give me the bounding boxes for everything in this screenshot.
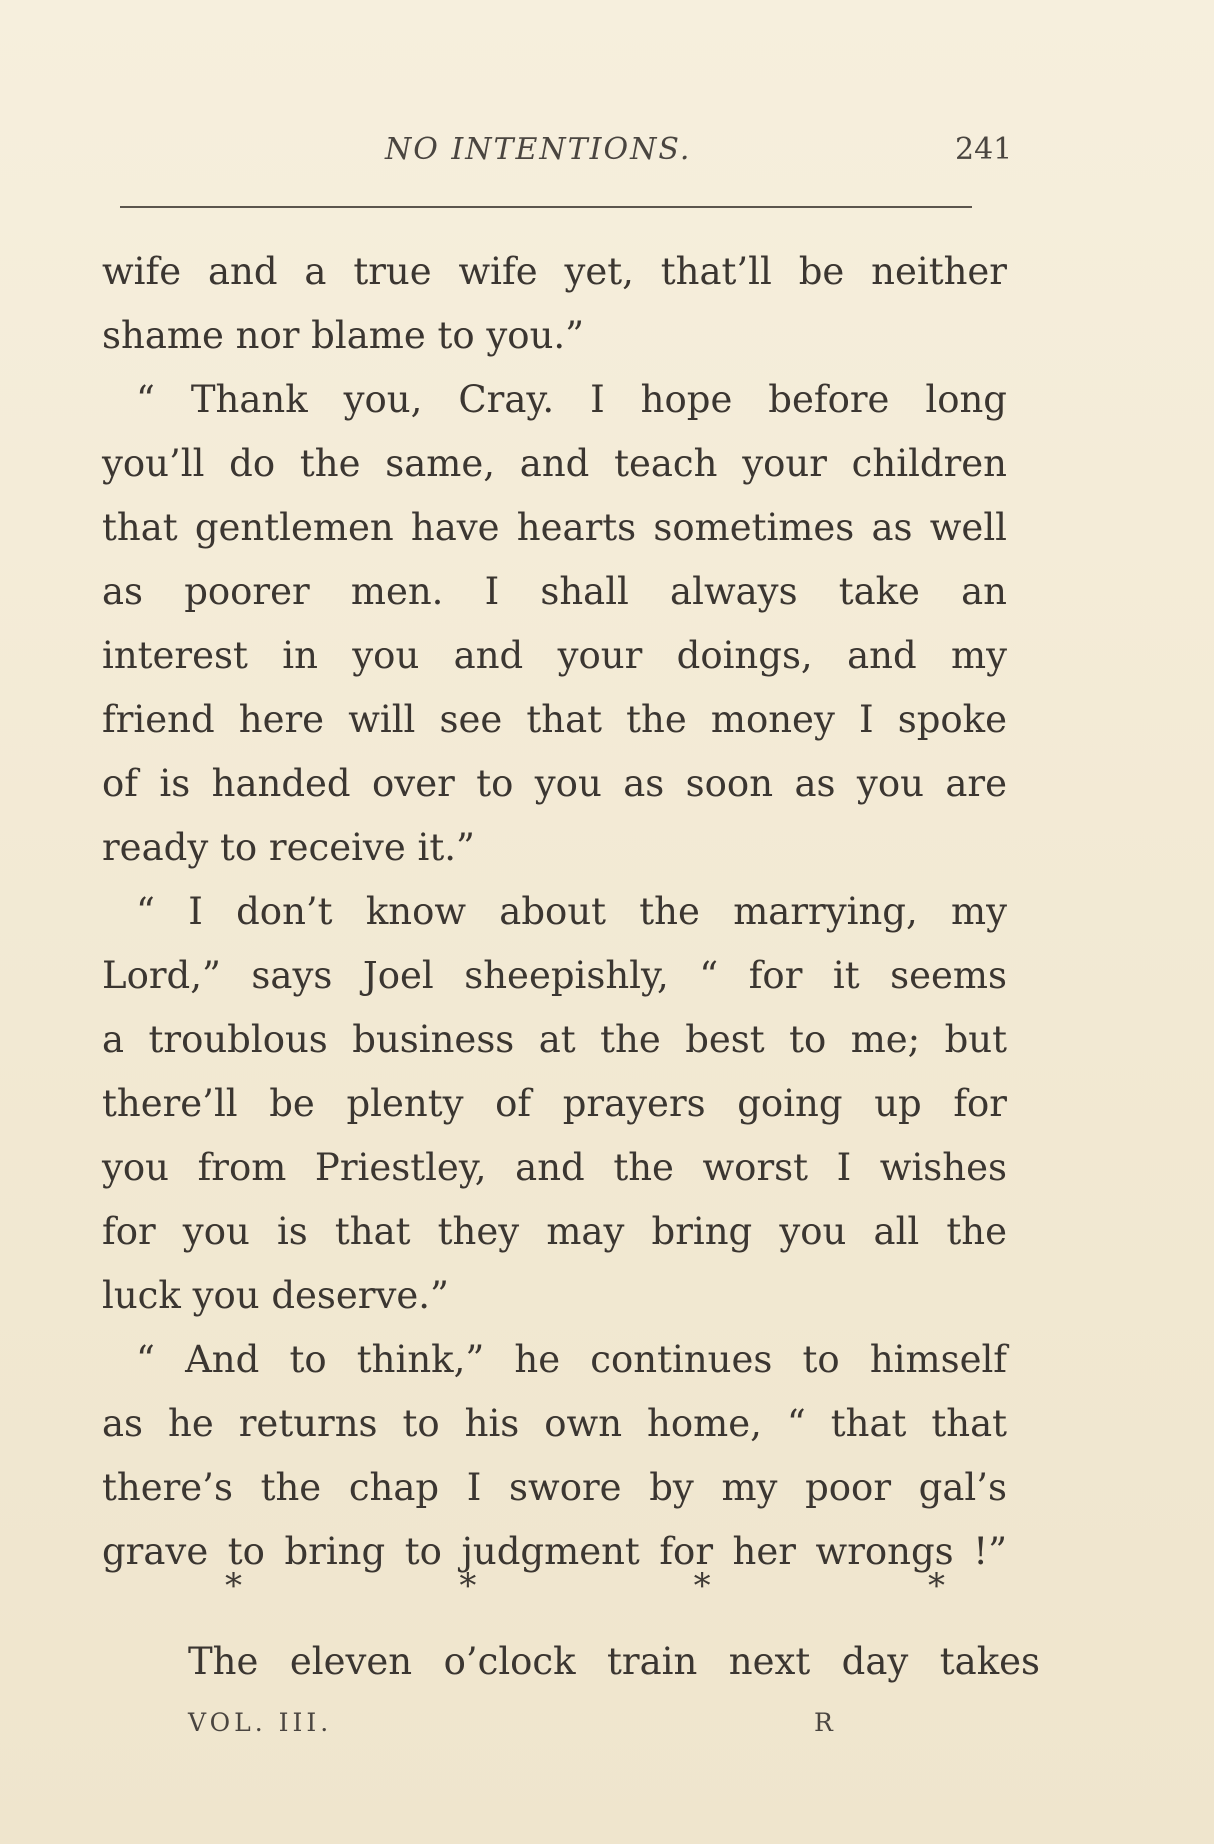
text-line: a troublous business at the best to me; but: [102, 1018, 1007, 1061]
asterisk: *: [927, 1566, 945, 1606]
header-rule: [120, 206, 972, 208]
text-line: wife and a true wife yet, that’ll be neither: [102, 250, 1007, 293]
text-line: “ And to think,” he continues to himself: [136, 1338, 1007, 1381]
running-title: NO INTENTIONS.: [385, 132, 692, 167]
volume-label: VOL. III.: [188, 1708, 333, 1737]
text-line: ready to receive it.”: [102, 826, 475, 869]
running-header: [120, 132, 1020, 176]
text-line: that gentlemen have hearts sometimes as well: [102, 506, 1007, 549]
text-line: as poorer men. I shall always take an: [102, 570, 1007, 613]
text-line: of is handed over to you as soon as you are: [102, 762, 1007, 805]
text-line: Lord,” says Joel sheepishly, “ for it seems: [102, 954, 1007, 997]
asterisk: *: [693, 1566, 711, 1606]
text-line: grave to bring to judgment for her wrongs !”: [102, 1530, 1007, 1573]
text-line: luck you deserve.”: [102, 1274, 449, 1317]
text-line: as he returns to his own home, “ that that: [102, 1402, 1007, 1445]
signature-mark: R: [814, 1708, 833, 1737]
text-line: there’ll be plenty of prayers going up for: [102, 1082, 1007, 1125]
text-line: there’s the chap I swore by my poor gal’s: [102, 1466, 1007, 1509]
text-line: you’ll do the same, and teach your children: [102, 442, 1007, 485]
asterisk: *: [459, 1566, 477, 1606]
text-line: friend here will see that the money I spoke: [102, 698, 1007, 741]
text-line: for you is that they may bring you all the: [102, 1210, 1007, 1253]
text-line-after-break: The eleven o’clock train next day takes: [188, 1640, 1040, 1683]
page-footer: [188, 1708, 888, 1748]
section-break-asterisks: [225, 1566, 945, 1606]
text-line: you from Priestley, and the worst I wishes: [102, 1146, 1007, 1189]
text-line: “ I don’t know about the marrying, my: [136, 890, 1007, 933]
text-line: “ Thank you, Cray. I hope before long: [136, 378, 1007, 421]
body-text: [102, 240, 1032, 1584]
page-number: 241: [955, 132, 1013, 167]
text-line: shame nor blame to you.”: [102, 314, 585, 357]
text-line: interest in you and your doings, and my: [102, 634, 1007, 677]
asterisk: *: [225, 1566, 242, 1606]
